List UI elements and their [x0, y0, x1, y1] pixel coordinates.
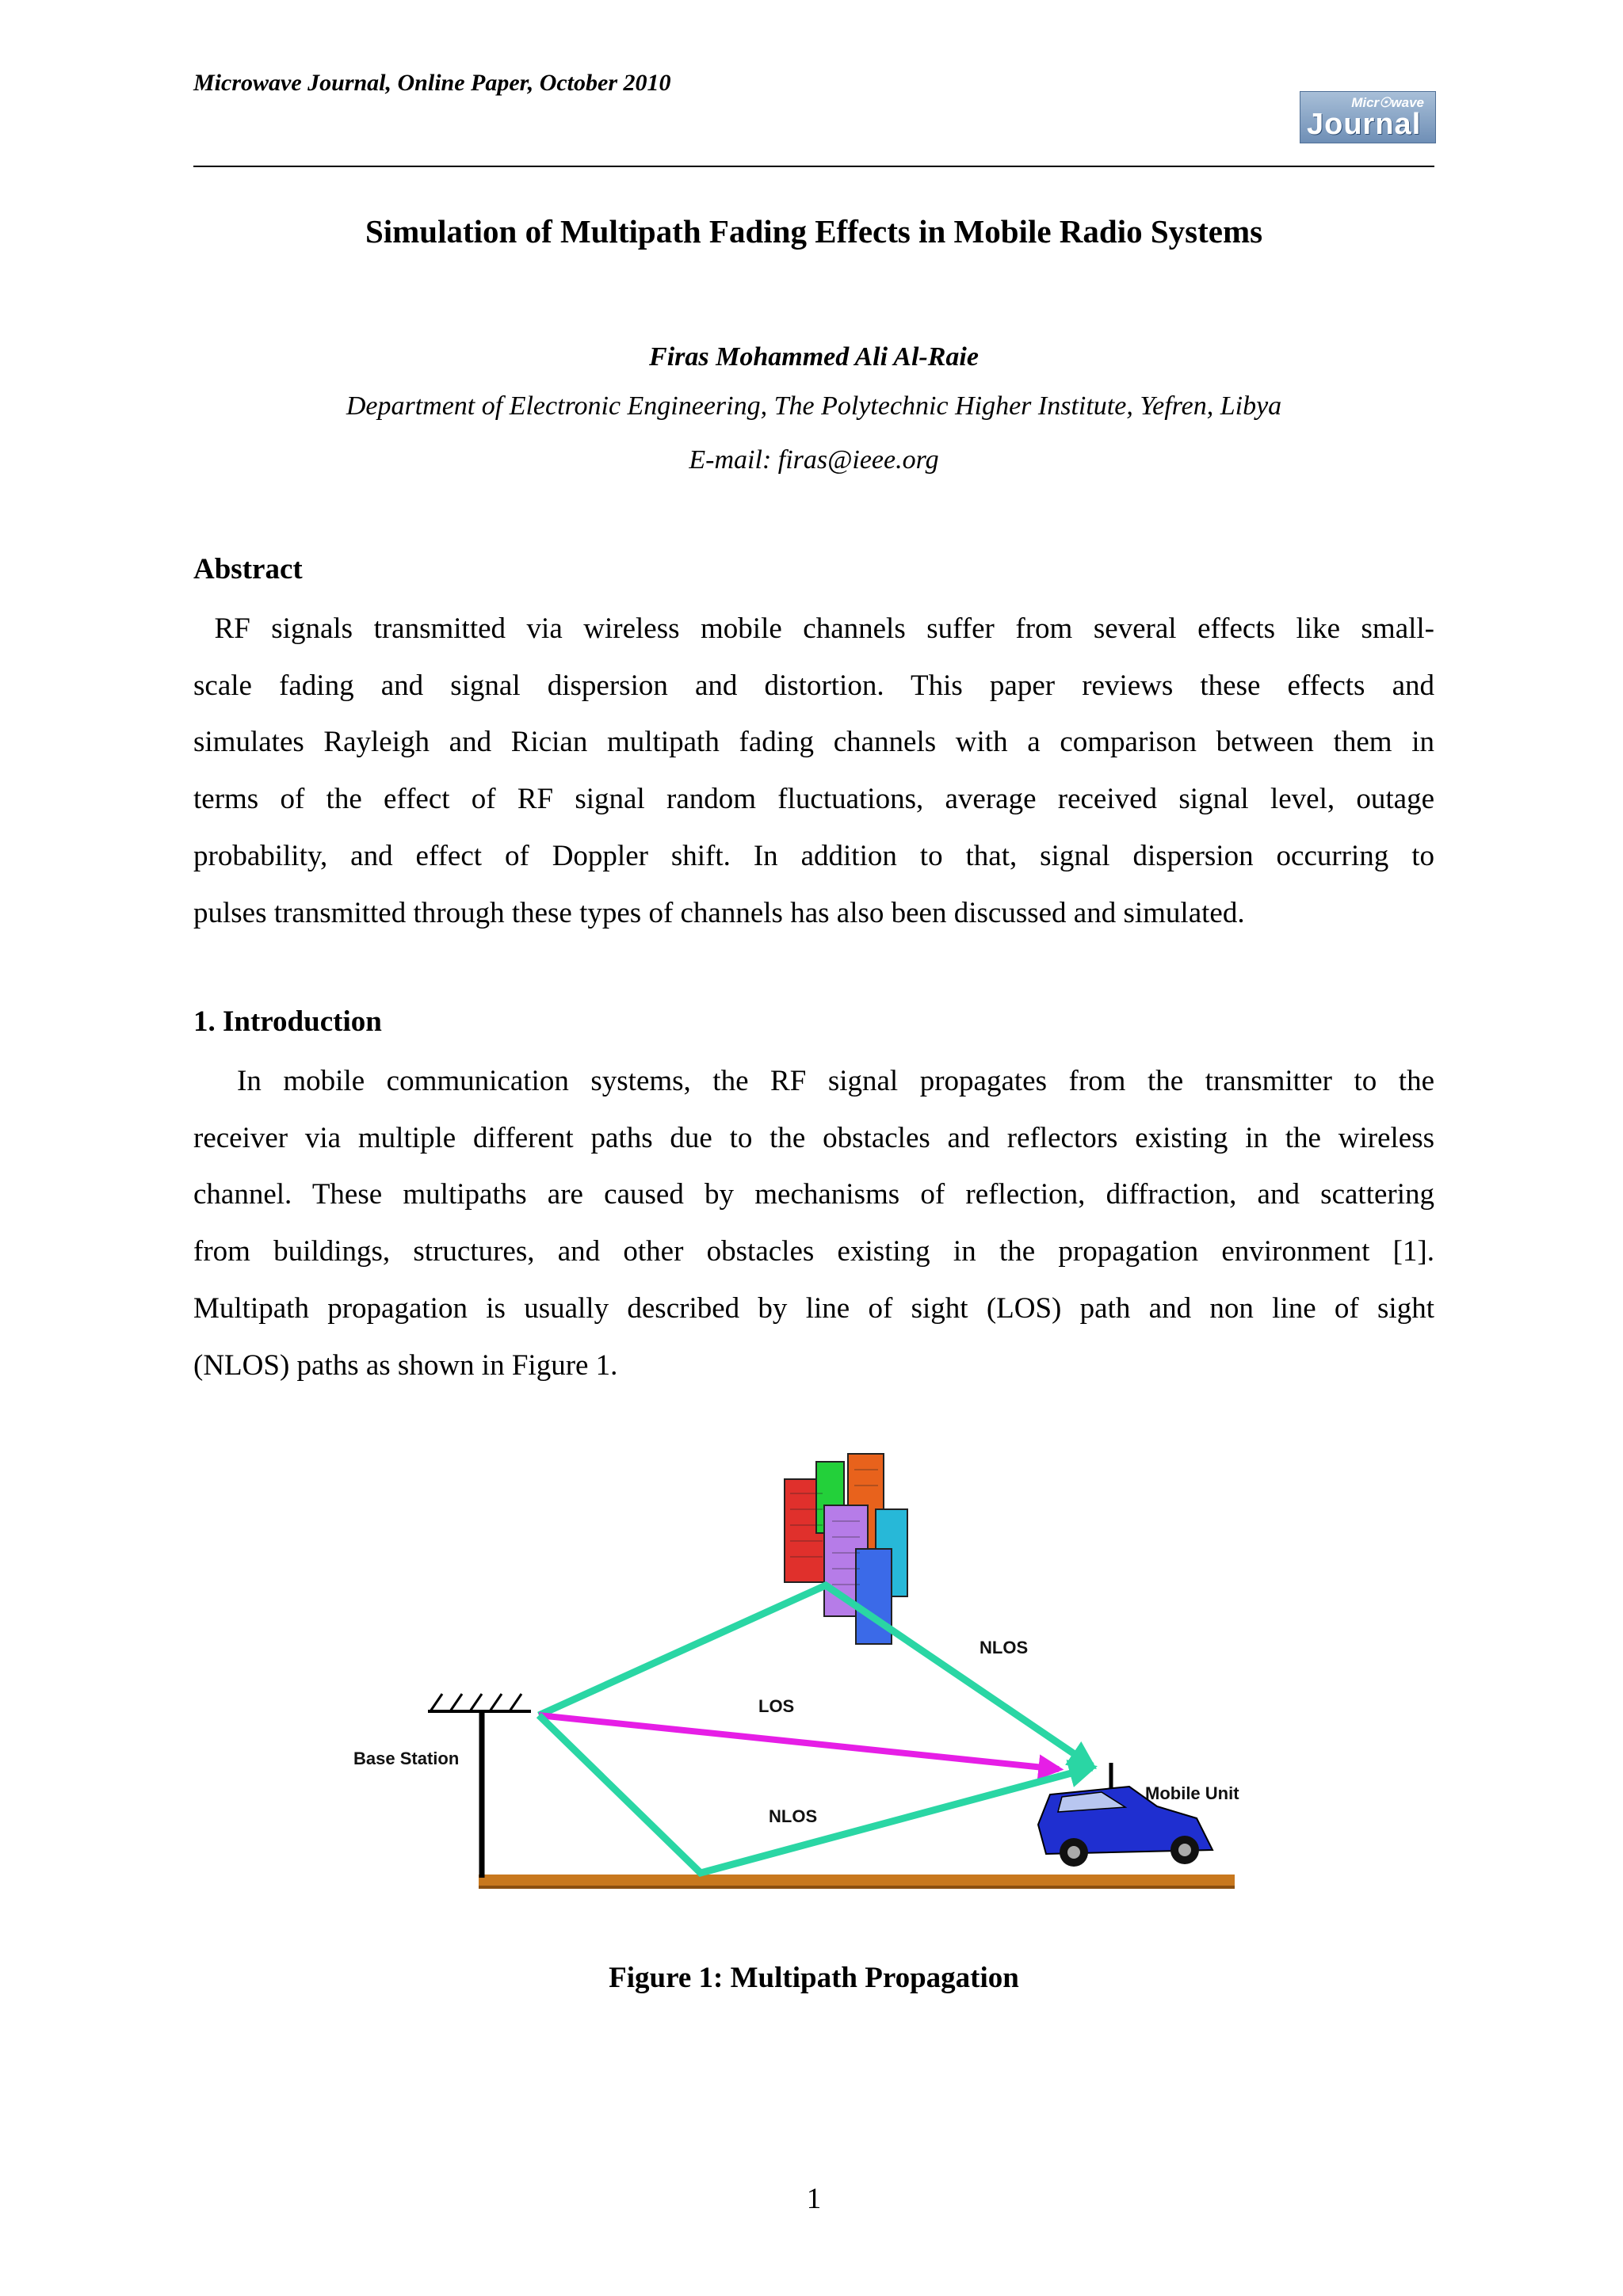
nlos-top-path — [539, 1585, 1092, 1766]
logo-bottom-text: Journal — [1307, 108, 1422, 141]
author-affiliation: Department of Electronic Engineering, The Polytechnic Higher Institute, Yefren, Libya — [346, 391, 1282, 421]
intro-body — [193, 1053, 1434, 1394]
label-los: LOS — [758, 1696, 795, 1716]
intro-line: In mobile communication systems, the RF signal propagates from the transmitter to the — [193, 1065, 1434, 1097]
author-name: Firas Mohammed Ali Al-Raie — [649, 342, 979, 372]
intro-line: Multipath propagation is usually described by line of sight (LOS) path and non line of sight — [193, 1291, 1434, 1325]
intro-heading: 1. Introduction — [193, 1005, 382, 1038]
page-number: 1 — [806, 2183, 822, 2215]
label-nlos-top: NLOS — [980, 1638, 1029, 1657]
label-mobile-unit: Mobile Unit — [1145, 1783, 1239, 1803]
abstract-line: simulates Rayleigh and Rician multipath fading channels with a comparison between them in — [193, 726, 1434, 759]
buildings-cluster — [785, 1454, 907, 1644]
nlos-bottom-path — [539, 1715, 1092, 1873]
label-base-station: Base Station — [353, 1749, 460, 1768]
abstract-line: scale fading and signal dispersion and distortion. This paper reviews these effects and — [193, 669, 1434, 702]
paper-title: Simulation of Multipath Fading Effects in Mobile Radio Systems — [365, 213, 1263, 250]
label-nlos-bottom: NLOS — [769, 1806, 818, 1826]
abstract-body — [193, 601, 1434, 941]
logo-top-text: Micr☉wave — [1351, 95, 1424, 110]
header-rule — [193, 166, 1434, 167]
abstract-heading: Abstract — [193, 553, 303, 585]
base-station-antenna — [428, 1694, 531, 1878]
abstract-line: probability, and effect of Doppler shift. In addition to that, signal dispersion occurring to — [193, 839, 1434, 872]
intro-line: (NLOS) paths as shown in Figure 1. — [193, 1348, 618, 1382]
ground-shadow — [479, 1886, 1235, 1889]
journal-logo — [1300, 91, 1436, 143]
author-email: E-mail: firas@ieee.org — [689, 445, 939, 475]
journal-header: Microwave Journal, Online Paper, October 2010 — [193, 70, 671, 96]
multipath-figure — [341, 1446, 1284, 1921]
ground — [479, 1875, 1235, 1886]
intro-line: from buildings, structures, and other obstacles existing in the propagation environment [1]. — [193, 1235, 1434, 1268]
los-path — [539, 1715, 1059, 1769]
figure-caption: Figure 1: Multipath Propagation — [609, 1962, 1019, 1994]
abstract-line: terms of the effect of RF signal random fluctuations, average received signal level, outage — [193, 783, 1434, 816]
intro-line: channel. These multipaths are caused by mechanisms of reflection, diffraction, and scattering — [193, 1178, 1434, 1211]
abstract-line: RF signals transmitted via wireless mobile channels suffer from several effects like small- — [193, 612, 1434, 645]
abstract-line: pulses transmitted through these types of channels has also been discussed and simulated. — [193, 896, 1245, 929]
intro-line: receiver via multiple different paths due to the obstacles and reflectors existing in the wireless — [193, 1121, 1434, 1154]
